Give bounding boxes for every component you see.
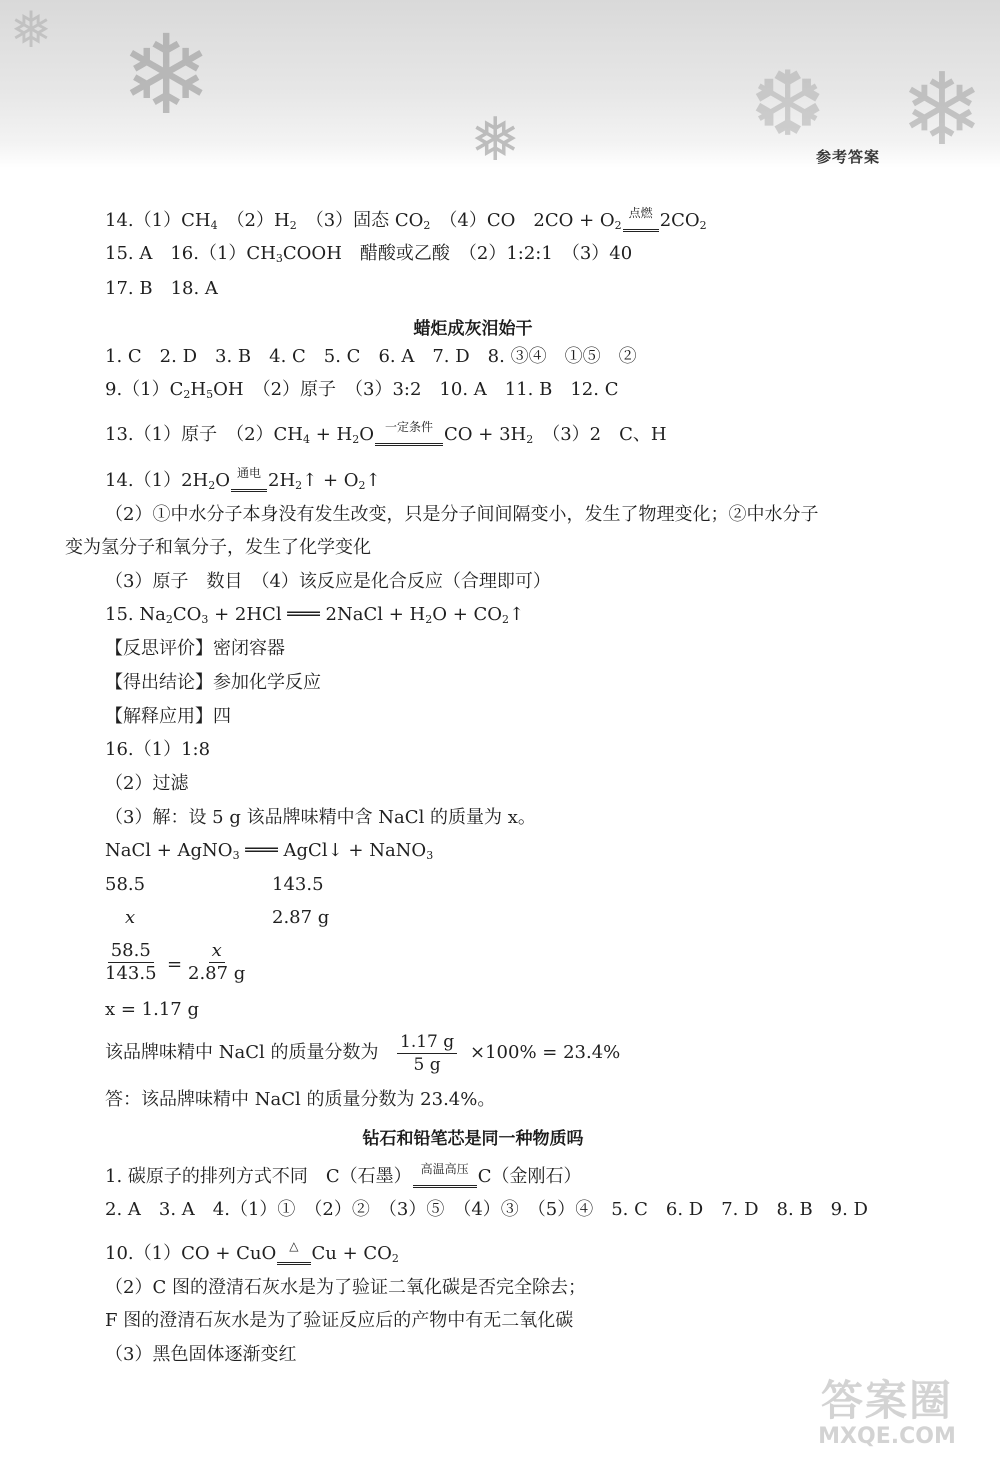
snowflake-icon: ❅ — [470, 105, 521, 168]
percent-fraction: $\frac{1.17 g}{5 g}$ — [397, 1031, 457, 1076]
site-watermark — [792, 1368, 982, 1458]
answer-conclusion: 答：该品牌味精中 NaCl 的质量分数为 23.4%。 — [105, 1089, 496, 1110]
answer-1-line: 1. C 2. D 3. B 4. C 5. C 6. A 7. D 8. ③④ ①⑤ ② — [105, 346, 637, 367]
header-banner — [0, 0, 1000, 168]
fraction-right: $\frac{x}{2.87 g}$ — [188, 940, 246, 984]
answer-14b-2b: 变为氢分子和氧分子，发生了化学变化 — [65, 537, 371, 558]
answer-17-line: 17. B 18. A — [105, 278, 218, 299]
answer-c10-2a: （2）C 图的澄清石灰水是为了验证二氧化碳是否完全除去； — [105, 1277, 586, 1298]
answer-14b-line: $14.(1)2H_2O$ $^{通电}$ $2H_2↑$ + $O_2↑$ — [105, 466, 381, 492]
reaction-condition: △ — [277, 1247, 310, 1265]
percent-result: ×100% = 23.4% — [470, 1042, 621, 1063]
snowflake-icon: ❄ — [120, 11, 213, 139]
answer-13-line: 13.（1）原子 $(2)CH_4 + H_2O$ $^{一定条件}$ CO + $3H_2$ （3）2 C、H — [105, 420, 667, 446]
snowflake-icon: ❄ — [900, 51, 984, 168]
section-heading: 蜡炬成灰泪始干 — [413, 319, 533, 339]
mass-given: 2.87 g — [272, 907, 330, 928]
snowflake-icon: ❆ — [750, 52, 826, 157]
section-label: 参考答案 — [815, 148, 880, 166]
snowflake-icon: ❅ — [10, 1, 52, 59]
equation-line: NaCl + AgNO$_3$ ═══ AgCl↓ + NaNO$_3$ — [105, 840, 434, 862]
conclude-line: 【得出结论】参加化学反应 — [105, 672, 321, 693]
answer-c10-3: （3）黑色固体逐渐变红 — [105, 1344, 297, 1365]
watermark-url: MXQE.COM — [818, 1424, 956, 1449]
unknown-x: x — [125, 907, 136, 928]
answer-14-line: $14.(1)CH_4$ $(2)H_2$ （3）固态 $CO_2$ （4）CO $2CO + O_2^{点燃}$ $2CO_2$ — [105, 206, 707, 232]
equals-sign: = — [167, 954, 183, 975]
reaction-condition: 点燃 — [623, 214, 659, 232]
answer-16-3: （3）解：设 5 g 该品牌味精中含 NaCl 的质量为 x。 — [105, 807, 536, 828]
reaction-condition: 通电 — [231, 474, 267, 492]
answer-c10-2b: F 图的澄清石灰水是为了验证反应后的产物中有无二氧化碳 — [105, 1310, 574, 1331]
reaction-condition: 一定条件 — [375, 428, 443, 446]
answer-c2: 2. A 3. A 4.（1）① （2）② （3）⑤ （4）③ （5）④ 5. C 6. D 7. D 8. B 9. D — [105, 1199, 868, 1220]
answer-c10: 10.（1）CO + CuO △ $Cu + CO_2$ — [105, 1239, 399, 1265]
answer-16-2: （2）过滤 — [105, 773, 189, 794]
answer-15b-line: 15. $Na_2CO_3 + 2HCl$ ═══ 2NaCl + $H_2O$ + $CO_2↑$ — [105, 604, 525, 626]
fraction-left: $\frac{58.5}{143.5}$ — [105, 940, 157, 984]
section-heading: 钻石和铅笔芯是同一种物质吗 — [362, 1129, 584, 1149]
mass-ratio-1: 58.5 — [105, 874, 146, 895]
answer-14b-3: （3）原子 数目 （4）该反应是化合反应（合理即可） — [105, 571, 551, 592]
watermark-logo: 答案圈 — [820, 1376, 953, 1425]
answer-9-line: $9.(1)C_2H_5OH$ （2）原子 （3）3:2 10. A 11. B 12. C — [105, 379, 619, 401]
x-result: x = 1.17 g — [105, 999, 199, 1020]
mass-ratio-2: 143.5 — [272, 874, 324, 895]
reflect-line: 【反思评价】密闭容器 — [105, 638, 285, 659]
reaction-condition: 高温高压 — [413, 1170, 477, 1188]
answer-15-line: 15. A $16.(1)CH_3COOH$ 醋酸或乙酸 （2）1:2:1 （3）40 — [105, 243, 633, 265]
apply-line: 【解释应用】四 — [105, 706, 231, 727]
percent-line: 该品牌味精中 NaCl 的质量分数为 — [105, 1042, 379, 1063]
answer-c1: 1. 碳原子的排列方式不同 C（石墨） $^{高温高压}$ C（金刚石） — [105, 1162, 582, 1187]
answer-14b-2a: （2）①中水分子本身没有发生改变，只是分子间间隔变小，发生了物理变化；②中水分子 — [105, 504, 819, 525]
answer-16-1: 16.（1）1:8 — [105, 739, 211, 760]
